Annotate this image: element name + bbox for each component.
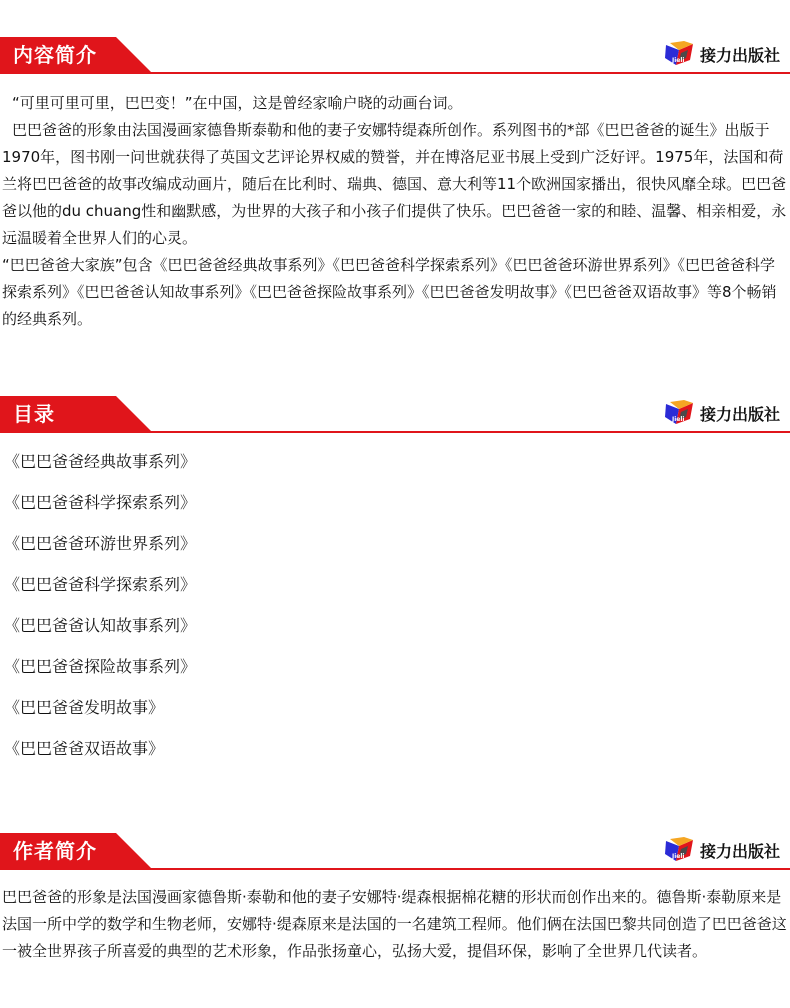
- svg-text:Jieli: Jieli: [671, 853, 685, 860]
- author-paragraph: 巴巴爸爸的形象是法国漫画家德鲁斯·泰勒和他的妻子安娜特·缇森根据棉花糖的形状而创作出来的。德鲁斯·泰勒原来是法国一所中学的数学和生物老师，安娜特·缇森原来是法国的一名建筑工程师。他们俩在法国巴黎共同创造了巴巴爸爸这一被全世界孩子所喜爱的典型的艺术形象，作品张扬童心，弘扬大爱，提倡环保，影响了全世界几代读者。: [2, 888, 787, 960]
- publisher-name: 接力出版社: [699, 841, 780, 861]
- intro-paragraph: 巴巴爸爸的形象由法国漫画家德鲁斯泰勒和他的妻子安娜特缇森所创作。系列图书的*部《巴巴爸爸的诞生》出版于1970年，图书刚一问世就获得了英国文艺评论界权威的赞誉，并在博洛尼亚书展上受到广泛好评。1975年，法国和荷兰将巴巴爸爸的故事改编成动画片，随后在比利时、瑞典、德国、意大利等11个欧洲国家播出，很快风靡全球。巴巴爸爸以他的du chuang性和幽默感，为世界的大孩子和小孩子们提供了快乐。巴巴爸爸一家的和睦、温馨、相亲相爱，永远温暖着全世界人们的心灵。: [2, 121, 787, 247]
- toc-list: [4, 448, 784, 776]
- toc-section-title: 目录: [13, 402, 55, 426]
- section-divider: [0, 431, 790, 433]
- toc-item[interactable]: 《巴巴爸爸科学探索系列》: [4, 493, 197, 512]
- toc-section-header: [0, 396, 790, 434]
- author-section-title: 作者简介: [13, 839, 97, 863]
- publisher-name: 接力出版社: [699, 404, 780, 424]
- jieli-publisher-logo-icon: [664, 400, 694, 426]
- toc-item[interactable]: 《巴巴爸爸发明故事》: [4, 698, 165, 717]
- publisher-brand: [664, 837, 780, 863]
- svg-text:Jieli: Jieli: [671, 57, 685, 64]
- toc-item[interactable]: 《巴巴爸爸探险故事系列》: [4, 657, 197, 676]
- publisher-name: 接力出版社: [699, 45, 780, 65]
- toc-item[interactable]: 《巴巴爸爸环游世界系列》: [4, 534, 197, 553]
- jieli-publisher-logo-icon: [664, 41, 694, 67]
- intro-content: [2, 90, 788, 333]
- publisher-brand: [664, 41, 780, 67]
- toc-item[interactable]: 《巴巴爸爸双语故事》: [4, 739, 165, 758]
- toc-item[interactable]: 《巴巴爸爸科学探索系列》: [4, 575, 197, 594]
- section-divider: [0, 868, 790, 870]
- intro-section-title: 内容简介: [13, 43, 97, 67]
- toc-item[interactable]: 《巴巴爸爸认知故事系列》: [4, 616, 197, 635]
- intro-section-header: [0, 37, 790, 75]
- author-section-header: [0, 833, 790, 871]
- svg-text:Jieli: Jieli: [671, 416, 685, 423]
- publisher-brand: [664, 400, 780, 426]
- toc-item[interactable]: 《巴巴爸爸经典故事系列》: [4, 452, 197, 471]
- intro-paragraph: “巴巴爸爸大家族”包含《巴巴爸爸经典故事系列》《巴巴爸爸科学探索系列》《巴巴爸爸环游世界系列》《巴巴爸爸科学探索系列》《巴巴爸爸认知故事系列》《巴巴爸爸探险故事系列》《巴巴爸爸发明故事》《巴巴爸爸双语故事》等8个畅销的经典系列。: [2, 256, 777, 328]
- section-divider: [0, 72, 790, 74]
- intro-paragraph: “可里可里可里，巴巴变！”在中国，这是曾经家喻户晓的动画台词。: [12, 94, 463, 112]
- author-content: [2, 884, 788, 965]
- jieli-publisher-logo-icon: [664, 837, 694, 863]
